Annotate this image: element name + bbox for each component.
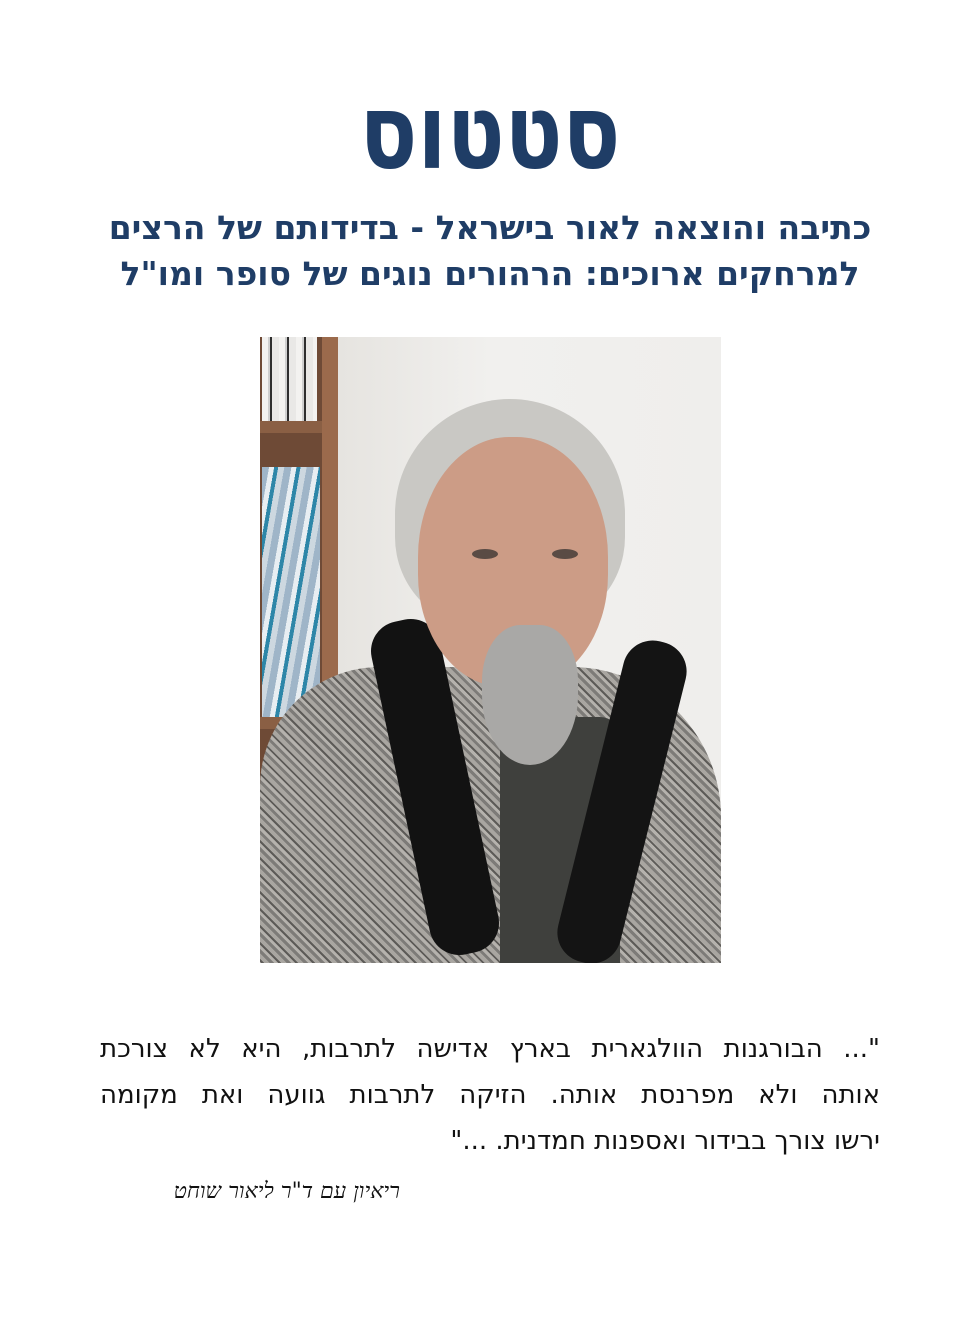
portrait-photo	[260, 337, 721, 963]
photo-books-lower	[262, 467, 320, 717]
masthead-title: סטטוס	[359, 71, 621, 193]
photo-eye-left	[472, 549, 498, 559]
quote-line-2: אותה ולא מפרנסת אותה. הזיקה לתרבות גוועה ואת מקומה	[100, 1080, 880, 1110]
photo-eye-right	[552, 549, 578, 559]
quote-line-3: ירשו צורך בבידור ואספנות חמדנית. ..."	[450, 1126, 880, 1156]
photo-beard	[482, 625, 578, 765]
subtitle-line-2: למרחקים ארוכים: הרהורים נוגים של סופר ומו"ל	[120, 254, 860, 293]
quote-attribution: ריאיון עם ד"ר ליאור שוחט	[173, 1179, 400, 1204]
quote-block	[100, 1026, 880, 1164]
subtitle-line-1: כתיבה והוצאה לאור בישראל - בדידותם של הרצים	[108, 208, 872, 247]
quote-line-1: "... הבורגנות הוולגארית בארץ אדישה לתרבות, היא לא צורכת	[100, 1034, 880, 1064]
photo-books-top	[262, 337, 317, 421]
